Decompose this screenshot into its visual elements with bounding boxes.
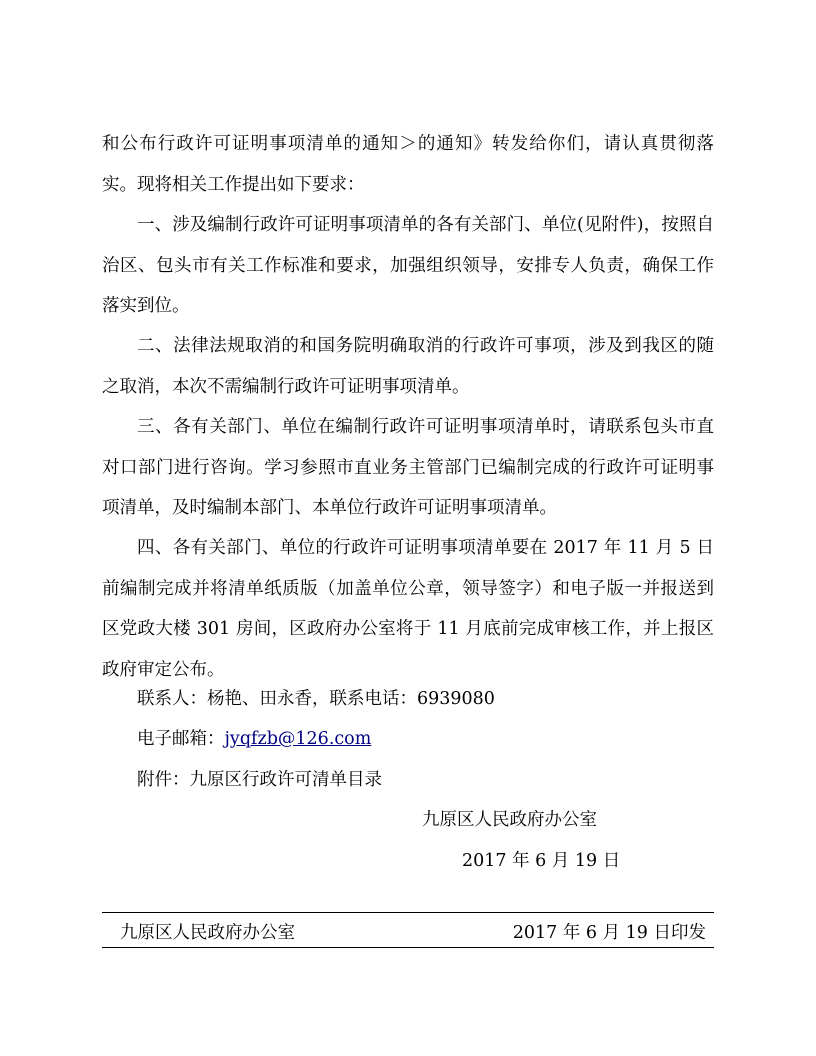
body-paragraph-item-1: 一、涉及编制行政许可证明事项清单的各有关部门、单位(见附件)，按照自治区、包头市有关工作标准和要求，加强组织领导，安排专人负责，确保工作落实到位。 bbox=[102, 215, 714, 316]
footer-org: 九原区人民政府办公室 bbox=[120, 923, 295, 943]
body-paragraph-intro: 和公布行政许可证明事项清单的通知＞的通知》转发给你们，请认真贯彻落实。现将相关工作提出如下要求： bbox=[102, 134, 714, 195]
signature-date: 2017 年 6 月 19 日 bbox=[462, 851, 621, 871]
signature-org: 九原区人民政府办公室 bbox=[422, 810, 597, 830]
body-paragraph-item-2: 二、法律法规取消的和国务院明确取消的行政许可事项，涉及到我区的随之取消，本次不需编制行政许可证明事项清单。 bbox=[102, 336, 714, 397]
body-paragraph-item-4: 四、各有关部门、单位的行政许可证明事项清单要在 2017 年 11 月 5 日前编制完成并将清单纸质版（加盖单位公章，领导签字）和电子版一并报送到区党政大楼 301 房间，区政府办公室将于 11 月底前完成审核工作，并上报区政府审定公布。 bbox=[102, 538, 714, 680]
footer-top-rule bbox=[102, 912, 714, 913]
email-link[interactable]: jyqfzb@126.com bbox=[224, 729, 372, 749]
footer-date: 2017 年 6 月 19 日印发 bbox=[512, 923, 706, 943]
email-label: 电子邮箱： bbox=[137, 729, 225, 749]
email-line bbox=[137, 727, 371, 751]
footer-bottom-rule bbox=[102, 947, 714, 948]
attachment-line: 附件：九原区行政许可清单目录 bbox=[137, 770, 382, 790]
contact-line: 联系人：杨艳、田永香，联系电话：6939080 bbox=[137, 689, 495, 709]
body-paragraph-item-3: 三、各有关部门、单位在编制行政许可证明事项清单时，请联系包头市直对口部门进行咨询。学习参照市直业务主管部门已编制完成的行政许可证明事项清单，及时编制本部门、本单位行政许可证明事项清单。 bbox=[102, 417, 714, 518]
